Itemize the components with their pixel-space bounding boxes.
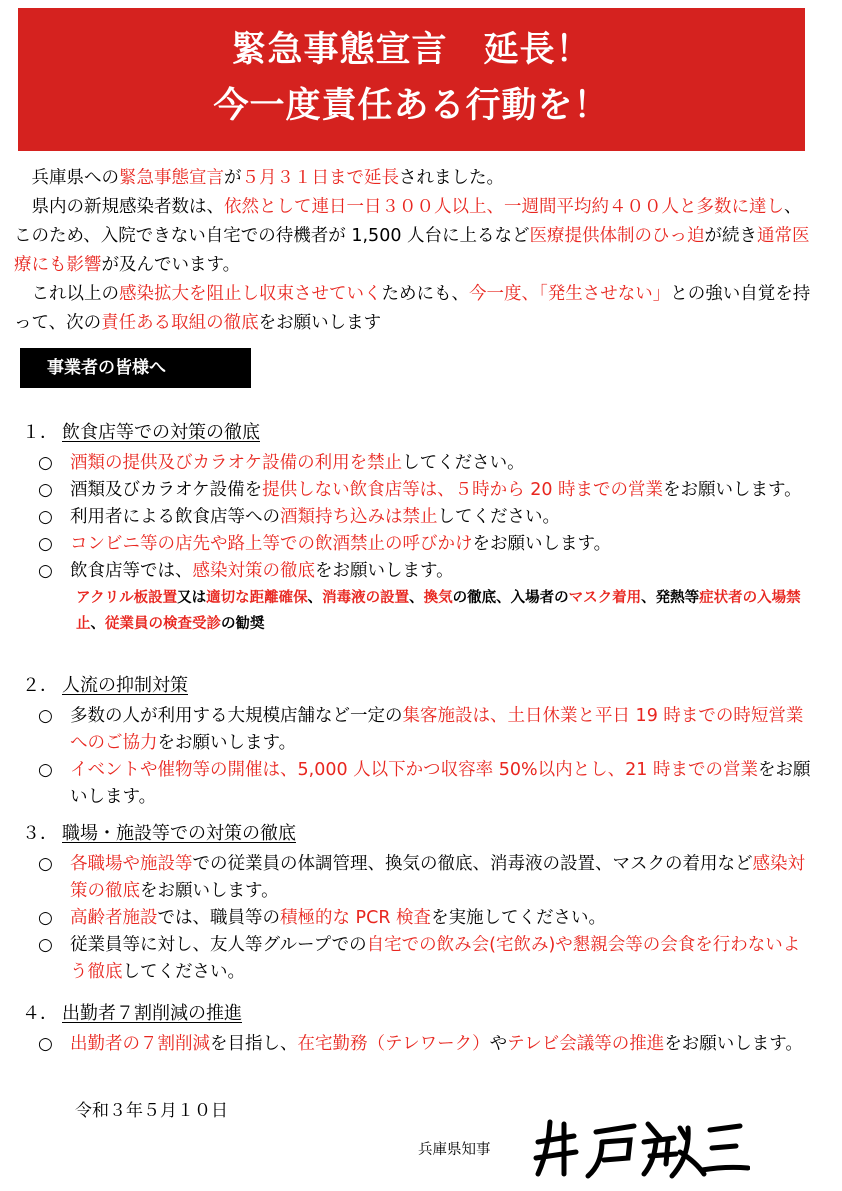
text-run: ためにも、 — [381, 284, 469, 304]
section-heading — [22, 821, 812, 847]
list-item — [22, 531, 812, 558]
audience-heading: 事業者の皆様へ — [20, 348, 251, 388]
section-title: 職場・施設等での対策の徹底 — [62, 823, 296, 844]
text-run: してください。 — [122, 962, 245, 982]
circle-bullet-icon: ○ — [38, 935, 53, 955]
list-item — [22, 851, 812, 905]
text-run: をお願いします。 — [157, 733, 297, 753]
circle-bullet-icon: ○ — [38, 507, 53, 527]
list-item — [22, 703, 812, 757]
text-run: をお願いします。 — [663, 480, 802, 500]
list-item — [22, 504, 812, 531]
governor-signature — [530, 1112, 750, 1180]
section-number: ２． — [22, 675, 58, 696]
section-2 — [22, 673, 812, 811]
text-run: や — [489, 1034, 508, 1054]
intro-paragraph-3 — [14, 280, 814, 338]
section-heading — [22, 673, 812, 699]
list-item — [22, 1031, 812, 1058]
text-run: 感染拡大を阻止し収束させていく — [119, 284, 382, 304]
text-run: 通常医療にも影響 — [14, 226, 810, 275]
text-run: これ以上の — [31, 284, 119, 304]
text-run: してください。 — [402, 453, 525, 473]
circle-bullet-icon: ○ — [38, 561, 53, 581]
text-run: 責任ある取組の徹底 — [101, 313, 259, 333]
text-run: 兵庫県への — [31, 168, 119, 188]
intro-paragraph-2 — [14, 193, 814, 280]
measure-details — [22, 585, 812, 637]
section-heading — [22, 420, 812, 446]
list-item — [22, 757, 812, 811]
text-run: 利用者による飲食店等への — [70, 507, 280, 527]
section-number: １． — [22, 422, 58, 443]
circle-bullet-icon: ○ — [38, 534, 53, 554]
list-item — [22, 905, 812, 932]
text-run: 、 — [409, 590, 424, 606]
text-run: との強い自覚を持って、次の — [14, 284, 811, 333]
circle-bullet-icon: ○ — [38, 1034, 53, 1054]
text-run: 各職場や施設等 — [70, 854, 193, 874]
text-run: 在宅勤務（テレワーク） — [297, 1034, 490, 1054]
text-run: 積極的な PCR 検査 — [280, 908, 432, 928]
section-title: 人流の抑制対策 — [62, 675, 188, 696]
headline-line-1: 緊急事態宣言 延長！ — [231, 30, 592, 70]
text-run: 又は — [177, 590, 207, 606]
text-run: マスク着用 — [568, 590, 642, 606]
section-title: 出勤者７割削減の推進 — [62, 1003, 242, 1024]
intro-text — [14, 164, 814, 338]
text-run: 酒類持ち込みは禁止 — [280, 507, 438, 527]
text-run: を実施してください。 — [431, 908, 607, 928]
text-run: 酒類の提供及びカラオケ設備の利用を禁止 — [70, 453, 403, 473]
text-run: をお願いします。 — [140, 881, 279, 901]
circle-bullet-icon: ○ — [38, 706, 53, 726]
text-run: 今一度、「発生させない」 — [469, 284, 671, 304]
text-run: をお願いします。 — [664, 1034, 803, 1054]
text-run: 医療提供体制のひっ迫 — [529, 226, 705, 246]
text-run: コンビニ等の店先や路上等での飲酒禁止の呼びかけ — [70, 534, 473, 554]
text-run: では、職員等の — [157, 908, 280, 928]
text-run: 緊急事態宣言 — [119, 168, 224, 188]
text-run: 多数の人が利用する大規模店舗など一定の — [70, 706, 403, 726]
text-run: 出勤者の７割削減 — [70, 1034, 210, 1054]
text-run: 従業員の検査受診 — [105, 616, 221, 632]
circle-bullet-icon: ○ — [38, 854, 53, 874]
text-run: 高齢者施設 — [70, 908, 158, 928]
circle-bullet-icon: ○ — [38, 453, 53, 473]
headline-banner — [18, 8, 805, 151]
text-run: 自宅での飲み会(宅飲み)や懇親会等の会食を行わないよう徹底 — [70, 935, 801, 982]
list-item — [22, 932, 812, 986]
text-run: 、 — [307, 590, 323, 606]
issue-date: 令和３年５月１０日 — [75, 1101, 228, 1121]
governor-title: 兵庫県知事 — [418, 1142, 491, 1158]
text-run: での従業員の体調管理、換気の徹底、消毒液の設置、マスクの着用など — [192, 854, 753, 874]
text-run: 、 — [90, 616, 105, 632]
text-run: 依然として連日一日３００人以上、一週間平均約４００人と多数に達し — [224, 197, 784, 217]
section-3 — [22, 821, 812, 986]
text-run: イベントや催物等の開催は、5,000 人以下かつ収容率 50%以内とし、21 時までの営業 — [70, 760, 758, 780]
text-run: ５月３１日まで延長 — [241, 168, 399, 188]
text-run: が続き — [704, 226, 758, 246]
text-run: 感染対策の徹底 — [70, 854, 805, 901]
text-run: 飲食店等では、 — [70, 561, 193, 581]
section-heading — [22, 1001, 812, 1027]
text-run: 換気 — [423, 590, 453, 606]
text-run: 県内の新規感染者数は、 — [31, 197, 224, 217]
text-run: の徹底、入場者の — [452, 590, 569, 606]
section-number: ３． — [22, 823, 58, 844]
text-run: 消毒液の設置 — [322, 590, 410, 606]
text-run: 提供しない飲食店等は、５時から 20 時までの営業 — [262, 480, 664, 500]
text-run: してください。 — [437, 507, 560, 527]
text-run: 、このため、入院できない自宅での待機者が 1,500 人台に上るなど — [14, 197, 802, 246]
text-run: 酒類及びカラオケ設備を — [70, 480, 263, 500]
list-item — [22, 477, 812, 504]
text-run: テレビ会議等の推進 — [507, 1034, 665, 1054]
section-4 — [22, 1001, 812, 1058]
circle-bullet-icon: ○ — [38, 480, 53, 500]
circle-bullet-icon: ○ — [38, 908, 53, 928]
text-run: の勧奨 — [221, 616, 265, 632]
text-run: アクリル板設置 — [76, 590, 178, 606]
intro-paragraph-1 — [14, 164, 814, 193]
text-run: を目指し、 — [210, 1034, 298, 1054]
text-run: をお願いします。 — [472, 534, 612, 554]
section-1 — [22, 420, 812, 637]
text-run: 症状者の入場禁止 — [76, 590, 801, 632]
text-run: 感染対策の徹底 — [192, 561, 315, 581]
text-run: 適切な距離確保 — [206, 590, 308, 606]
text-run: 、発熱等 — [641, 590, 700, 606]
text-run: をお願いします。 — [315, 561, 454, 581]
section-title: 飲食店等での対策の徹底 — [62, 422, 260, 443]
text-run: をお願いします。 — [70, 760, 811, 807]
text-run: されました。 — [399, 168, 504, 188]
text-run: が — [224, 168, 242, 188]
text-run: をお願いします — [258, 313, 382, 333]
text-run: 集客施設は、土日休業と平日 19 時までの時短営業へのご協力 — [70, 706, 804, 753]
section-number: ４． — [22, 1003, 58, 1024]
text-run: 従業員等に対し、友人等グループでの — [70, 935, 367, 955]
list-item — [22, 450, 812, 477]
headline-line-2: 今一度責任ある行動を！ — [213, 86, 610, 126]
circle-bullet-icon: ○ — [38, 760, 53, 780]
list-item — [22, 558, 812, 585]
text-run: が及んでいます。 — [101, 255, 241, 275]
